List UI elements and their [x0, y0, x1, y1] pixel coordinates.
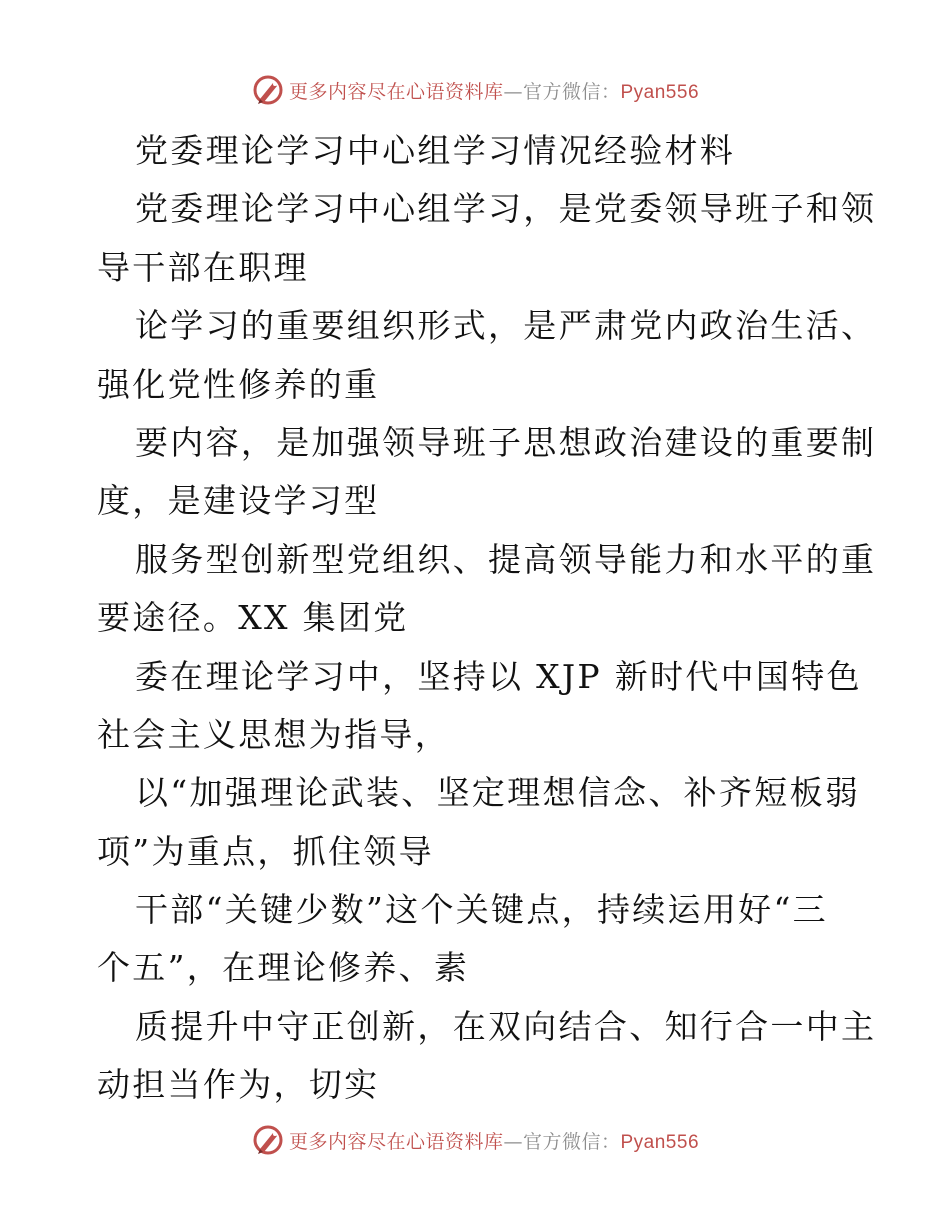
- watermark-label: 官方微信：: [522, 1130, 621, 1153]
- paragraph-line: 个五”，在理论修养、素: [97, 948, 470, 988]
- watermark-account: Pyan556: [620, 81, 700, 103]
- watermark-text: [289, 77, 699, 104]
- paragraph-line: 要内容，是加强领导班子思想政治建设的重要制: [135, 422, 877, 462]
- document-body: [97, 122, 877, 1115]
- watermark-text: [289, 1127, 699, 1154]
- paragraph-line: 干部“关键少数”这个关键点，持续运用好“三: [135, 890, 828, 930]
- watermark-account: Pyan556: [620, 1131, 700, 1153]
- paragraph-line: 以“加强理论武装、坚定理想信念、补齐短板弱: [135, 773, 861, 813]
- paragraph-line: 党委理论学习中心组学习，是党委领导班子和领: [135, 189, 877, 229]
- paragraph-line: 委在理论学习中，坚持以 XJP 新时代中国特色: [135, 656, 862, 696]
- paragraph-line: 导干部在职理: [97, 247, 309, 287]
- watermark-site: 更多内容尽在心语资料库: [288, 80, 504, 103]
- document-title: 党委理论学习中心组学习情况经验材料: [135, 131, 736, 170]
- paragraph-line: 社会主义思想为指导，: [97, 714, 450, 754]
- footer-watermark: [0, 1120, 950, 1160]
- paragraph-line: 强化党性修养的重: [97, 364, 380, 404]
- pen-logo-icon: [251, 73, 285, 107]
- paragraph-line: 要途径。XX 集团党: [97, 598, 409, 638]
- paragraph-line: 动担当作为，切实: [97, 1065, 380, 1105]
- paragraph-line: 质提升中守正创新，在双向结合、知行合一中主: [135, 1006, 877, 1046]
- paragraph-line: 度，是建设学习型: [97, 481, 380, 521]
- watermark-site: 更多内容尽在心语资料库: [288, 1130, 504, 1153]
- paragraph-line: 论学习的重要组织形式，是严肃党内政治生活、: [135, 306, 877, 346]
- header-watermark: [0, 70, 950, 110]
- paragraph-line: 项”为重点，抓住领导: [97, 831, 434, 871]
- pen-logo-icon: [251, 1123, 285, 1157]
- watermark-label: 官方微信：: [522, 80, 621, 103]
- watermark-dash: —: [503, 1130, 523, 1153]
- paragraph-line: 服务型创新型党组织、提高领导能力和水平的重: [135, 539, 877, 579]
- watermark-dash: —: [503, 80, 523, 103]
